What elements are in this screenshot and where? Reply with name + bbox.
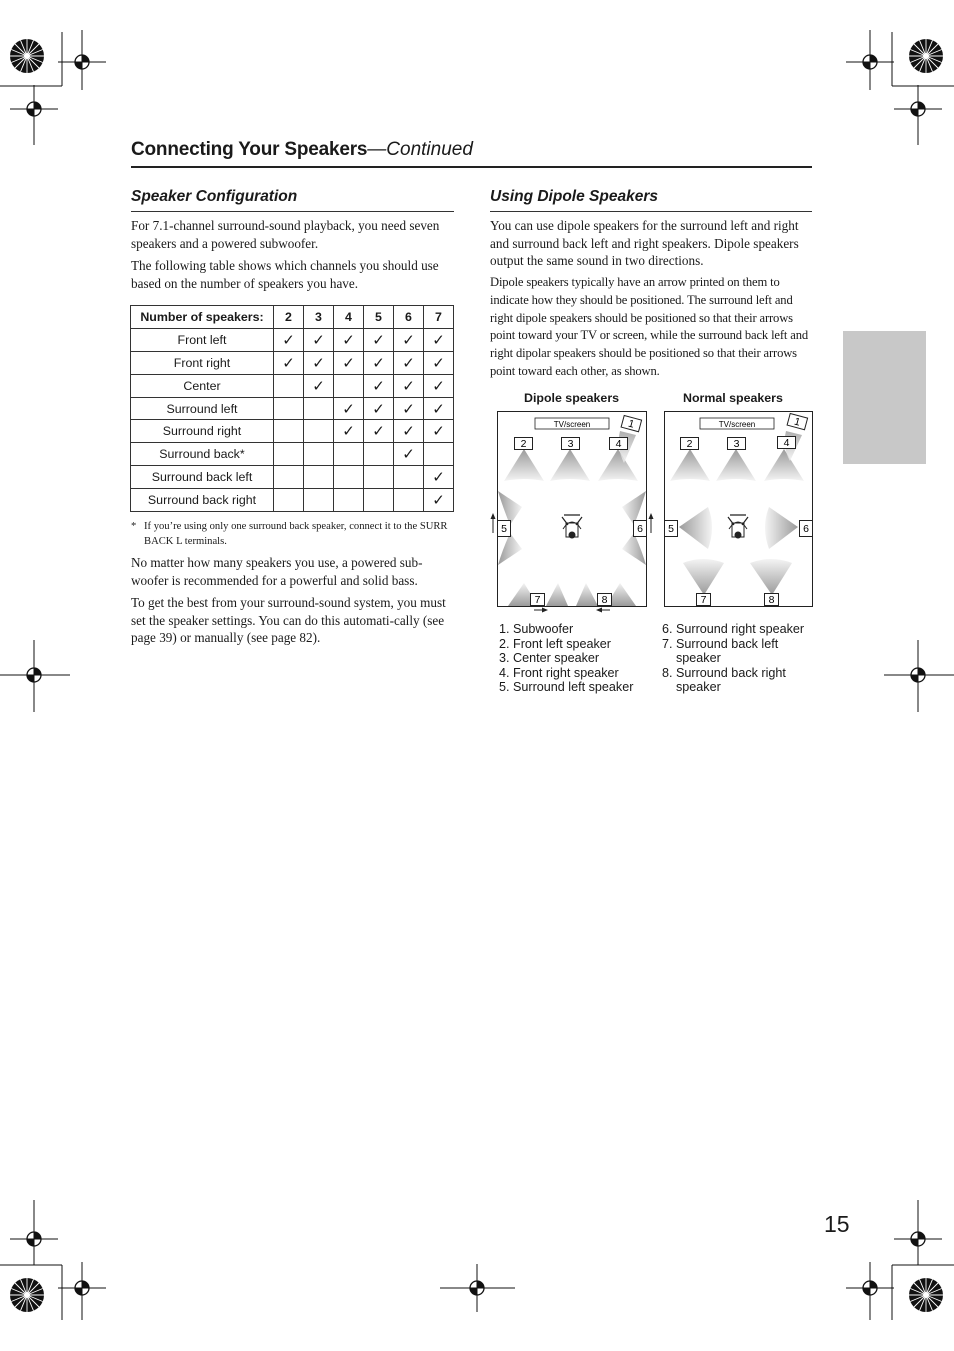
legend-item: 1. Subwoofer xyxy=(499,622,574,636)
table-cell xyxy=(304,420,334,443)
check-mark: ✓ xyxy=(372,399,385,418)
normal-num-7: 7 xyxy=(700,594,707,606)
table-cell xyxy=(304,351,334,374)
table-cell xyxy=(334,443,364,466)
table-header-row xyxy=(131,306,454,329)
check-mark: ✓ xyxy=(432,422,445,441)
table-cell xyxy=(274,397,304,420)
table-cell xyxy=(394,443,424,466)
normal-num-6: 6 xyxy=(803,523,809,535)
check-mark: ✓ xyxy=(432,376,445,395)
row-label: Surround left xyxy=(131,397,274,420)
row-label: Surround back right xyxy=(131,489,274,512)
speaker-table xyxy=(130,305,454,512)
normal-diagram-caption: Normal speakers xyxy=(683,391,783,405)
check-mark: ✓ xyxy=(402,445,415,464)
speaker-diagrams xyxy=(488,405,823,615)
table-body xyxy=(131,328,454,511)
check-mark: ✓ xyxy=(402,353,415,372)
table-row xyxy=(131,489,454,512)
table-cell xyxy=(274,443,304,466)
check-mark: ✓ xyxy=(342,422,355,441)
check-mark: ✓ xyxy=(342,330,355,349)
row-label: Front left xyxy=(131,328,274,351)
table-cell xyxy=(334,351,364,374)
legend-item: 3. Center speaker xyxy=(499,651,600,665)
check-mark: ✓ xyxy=(372,330,385,349)
legend-left xyxy=(499,622,659,695)
dipole-num-5: 5 xyxy=(501,523,507,535)
table-cell xyxy=(424,397,454,420)
page-number: 15 xyxy=(824,1211,850,1237)
table-cell xyxy=(394,466,424,489)
table-cell xyxy=(334,328,364,351)
normal-num-1: 1 xyxy=(792,415,802,429)
check-mark: ✓ xyxy=(402,399,415,418)
check-mark: ✓ xyxy=(432,468,445,487)
check-mark: ✓ xyxy=(402,376,415,395)
normal-num-3: 3 xyxy=(733,438,740,450)
dipole-tv-label: TV/screen xyxy=(553,420,591,429)
left-intro xyxy=(131,217,456,297)
legend-item: 8. Surround back right speaker xyxy=(662,665,786,694)
check-mark: ✓ xyxy=(432,330,445,349)
check-mark: ✓ xyxy=(342,399,355,418)
table-cell xyxy=(424,328,454,351)
dipole-para-1: You can use dipole speakers for the surround left and right and surround back left and right speakers. Dipole speakers output the same sound in two directions. xyxy=(490,218,799,269)
table-row xyxy=(131,397,454,420)
count-6: 6 xyxy=(394,306,424,329)
check-mark: ✓ xyxy=(372,353,385,372)
check-mark: ✓ xyxy=(402,422,415,441)
check-mark: ✓ xyxy=(402,330,415,349)
header-rule xyxy=(131,166,812,168)
legend-item: 4. Front right speaker xyxy=(499,665,619,680)
intro-para-1: For 7.1-channel surround-sound playback, you need seven speakers and a powered subwoofer. xyxy=(131,218,440,251)
table-cell xyxy=(304,374,334,397)
table-cell xyxy=(274,374,304,397)
table-cell xyxy=(364,420,394,443)
count-2: 2 xyxy=(274,306,304,329)
check-mark: ✓ xyxy=(312,353,325,372)
speaker-configuration-heading: Speaker Configuration xyxy=(131,188,298,205)
row-label: Surround right xyxy=(131,420,274,443)
left-heading-rule xyxy=(131,211,454,212)
table-cell xyxy=(394,351,424,374)
table-row xyxy=(131,328,454,351)
row-label: Center xyxy=(131,374,274,397)
count-7: 7 xyxy=(424,306,454,329)
legend-item: 7. Surround back left speaker xyxy=(662,636,779,665)
table-cell xyxy=(274,489,304,512)
table-cell xyxy=(364,489,394,512)
table-cell xyxy=(394,374,424,397)
footnote-mark: * xyxy=(131,521,137,532)
table-row xyxy=(131,443,454,466)
page-header xyxy=(131,139,812,161)
table-cell xyxy=(394,397,424,420)
row-label: Surround back* xyxy=(131,443,274,466)
check-mark: ✓ xyxy=(432,353,445,372)
table-cell xyxy=(424,351,454,374)
header-continued: —Continued xyxy=(367,139,473,160)
left-outro xyxy=(131,554,456,652)
check-mark: ✓ xyxy=(282,353,295,372)
table-cell xyxy=(274,466,304,489)
table-cell xyxy=(424,443,454,466)
table-cell xyxy=(364,351,394,374)
dipole-num-7: 7 xyxy=(534,594,541,606)
table-cell xyxy=(424,374,454,397)
table-cell xyxy=(364,374,394,397)
outro-para-2: To get the best from your surround-sound system, you must set the speaker settings. You can do this automati-cally (see page 39) or manually (see page 82). xyxy=(131,595,446,646)
legend-item: 2. Front left speaker xyxy=(499,636,611,651)
table-row xyxy=(131,374,454,397)
table-cell xyxy=(304,443,334,466)
check-mark: ✓ xyxy=(342,353,355,372)
count-4: 4 xyxy=(334,306,364,329)
table-cell xyxy=(334,466,364,489)
table-row xyxy=(131,466,454,489)
dipole-diagram-caption: Dipole speakers xyxy=(524,391,620,405)
dipole-num-8: 8 xyxy=(601,594,608,606)
footnote-text: If you’re using only one surround back speaker, connect it to the SURR BACK L terminals. xyxy=(144,521,448,547)
right-heading-rule xyxy=(490,211,812,212)
outro-para-1: No matter how many speakers you use, a powered sub-woofer is recommended for a powerful and solid bass. xyxy=(131,555,423,588)
table-cell xyxy=(334,397,364,420)
table-cell xyxy=(424,420,454,443)
dipole-num-6: 6 xyxy=(637,523,643,535)
table-cell xyxy=(394,328,424,351)
table-cell xyxy=(274,351,304,374)
dipole-num-3: 3 xyxy=(567,438,574,450)
table-cell xyxy=(364,328,394,351)
check-mark: ✓ xyxy=(432,399,445,418)
table-cell xyxy=(394,420,424,443)
normal-num-4: 4 xyxy=(783,437,790,449)
dipole-para-2: Dipole speakers typically have an arrow printed on them to indicate how they should be positioned. The surround left and right dipole speakers should be positioned so that their arrows point toward your TV or screen, while the surround back left and right dipolar speakers should be positioned so that their arrows point toward each other, as shown. xyxy=(490,275,808,378)
table-cell xyxy=(304,466,334,489)
table-cell xyxy=(364,443,394,466)
table-cell xyxy=(424,466,454,489)
normal-tv-label: TV/screen xyxy=(718,420,756,429)
table-cell xyxy=(334,374,364,397)
check-mark: ✓ xyxy=(432,491,445,510)
dipole-num-4: 4 xyxy=(615,438,622,450)
table-cell xyxy=(394,489,424,512)
table-cell xyxy=(334,489,364,512)
count-5: 5 xyxy=(364,306,394,329)
table-cell xyxy=(364,397,394,420)
row-label: Surround back left xyxy=(131,466,274,489)
table-cell xyxy=(304,489,334,512)
dipole-heading: Using Dipole Speakers xyxy=(490,188,658,205)
table-cell xyxy=(274,328,304,351)
check-mark: ✓ xyxy=(372,422,385,441)
check-mark: ✓ xyxy=(312,376,325,395)
count-3: 3 xyxy=(304,306,334,329)
normal-num-2: 2 xyxy=(686,438,693,450)
table-row xyxy=(131,420,454,443)
table-cell xyxy=(424,489,454,512)
check-mark: ✓ xyxy=(312,330,325,349)
section-thumb-tab xyxy=(843,331,926,464)
normal-num-5: 5 xyxy=(668,523,674,535)
legend-right xyxy=(662,622,812,695)
row-label: Front right xyxy=(131,351,274,374)
dipole-num-1: 1 xyxy=(626,417,636,431)
table-cell xyxy=(334,420,364,443)
header-title: Connecting Your Speakers xyxy=(131,139,368,160)
dipole-num-2: 2 xyxy=(520,438,527,450)
table-header-label: Number of speakers: xyxy=(131,306,274,329)
table-cell xyxy=(274,420,304,443)
check-mark: ✓ xyxy=(372,376,385,395)
table-cell xyxy=(304,328,334,351)
check-mark: ✓ xyxy=(282,330,295,349)
legend-item: 6. Surround right speaker xyxy=(662,622,805,636)
table-cell xyxy=(304,397,334,420)
intro-para-2: The following table shows which channels you should use based on the number of speakers you have. xyxy=(131,258,439,291)
table-cell xyxy=(364,466,394,489)
normal-num-8: 8 xyxy=(768,594,775,606)
table-row xyxy=(131,351,454,374)
legend-item: 5. Surround left speaker xyxy=(499,680,634,694)
